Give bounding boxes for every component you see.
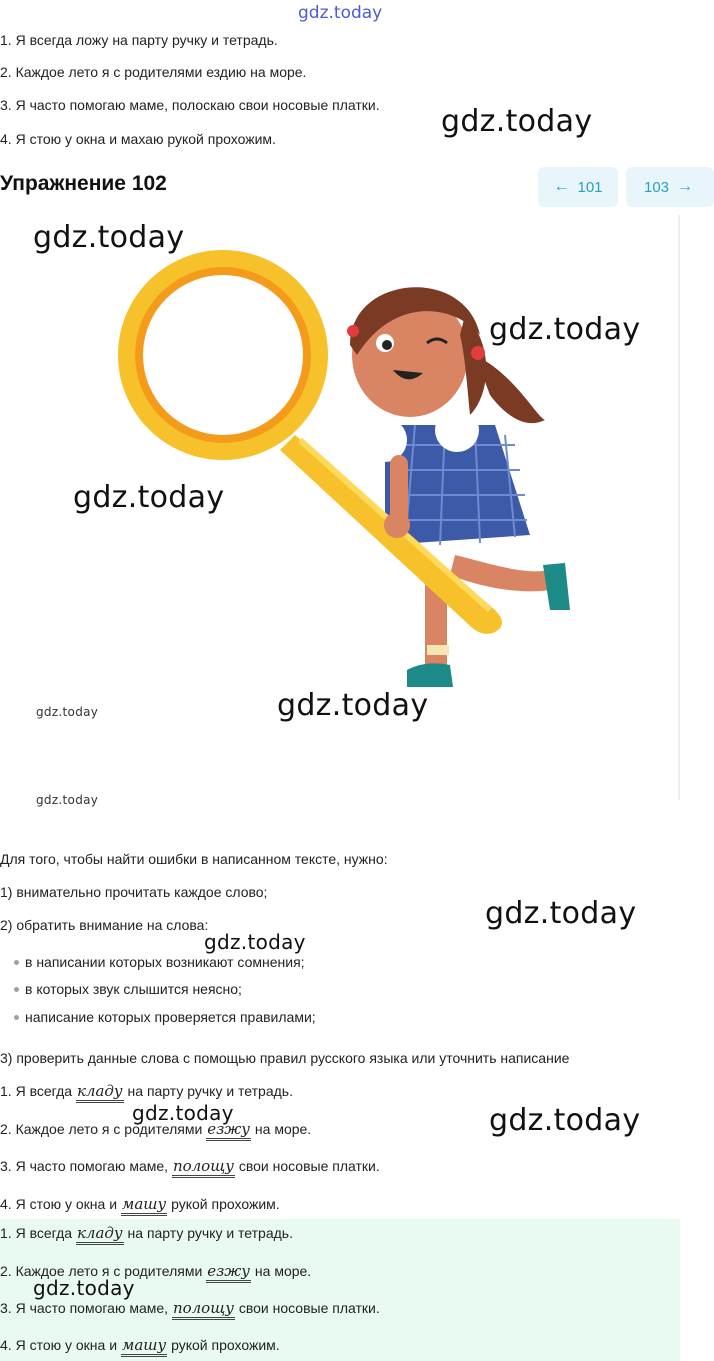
prev-exercise-button[interactable] bbox=[538, 167, 618, 207]
corrected-sentence bbox=[0, 1195, 280, 1213]
rules-intro: Для того, чтобы найти ошибки в написанном тексте, нужно: bbox=[0, 851, 388, 867]
corrected-word: кладу bbox=[76, 1082, 124, 1103]
sentence-text: на море. bbox=[251, 1263, 312, 1279]
sentence-text: 4. Я стою у окна и bbox=[0, 1337, 121, 1353]
next-exercise-label: 103 bbox=[644, 178, 670, 196]
rule-bullet: в написании которых возникают сомнения; bbox=[25, 954, 305, 970]
watermark: gdz.today bbox=[277, 688, 429, 723]
corrected-word: полощу bbox=[172, 1299, 235, 1320]
girl-with-magnifier-illustration bbox=[95, 225, 575, 705]
corrected-word: езжу bbox=[206, 1120, 251, 1141]
corrected-word: машу bbox=[121, 1195, 167, 1216]
sentence-text: рукой прохожим. bbox=[167, 1196, 280, 1212]
sentence-text: 1. Я всегда bbox=[0, 1083, 76, 1099]
answer-sentence bbox=[0, 1224, 293, 1242]
arrow-left-icon: ← bbox=[553, 178, 570, 195]
sentence-text: свои носовые платки. bbox=[234, 1300, 380, 1316]
sentence-text: свои носовые платки. bbox=[234, 1158, 380, 1174]
corrected-word: езжу bbox=[206, 1262, 251, 1283]
watermark: gdz.today bbox=[33, 220, 185, 255]
sentence-text: 3. Я часто помогаю маме, bbox=[0, 1300, 172, 1316]
list-item: 3. Я часто помогаю маме, полоскаю свои носовые платки. bbox=[0, 97, 380, 113]
watermark: gdz.today bbox=[33, 1276, 135, 1300]
sentence-text: на парту ручку и тетрадь. bbox=[123, 1083, 293, 1099]
watermark: gdz.today bbox=[36, 793, 99, 807]
sentence-text: 4. Я стою у окна и bbox=[0, 1196, 121, 1212]
sentence-text: 2. Каждое лето я с родителями bbox=[0, 1263, 207, 1279]
rules-step-2: 2) обратить внимание на слова: bbox=[0, 917, 209, 933]
rule-bullet: написание которых проверяется правилами; bbox=[25, 1009, 316, 1025]
sentence-text: 2. Каждое лето я с родителями bbox=[0, 1121, 207, 1137]
watermark: gdz.today bbox=[489, 312, 641, 347]
watermark: gdz.today bbox=[204, 930, 306, 954]
watermark: gdz.today bbox=[489, 1103, 641, 1138]
bullet-dot bbox=[14, 1015, 19, 1020]
bullet-dot bbox=[14, 960, 19, 965]
watermark: gdz.today bbox=[36, 705, 99, 719]
next-exercise-button[interactable] bbox=[626, 167, 714, 207]
exercise-title: Упражнение 102 bbox=[0, 172, 167, 195]
scrollbar[interactable] bbox=[678, 215, 680, 800]
sentence-text: 1. Я всегда bbox=[0, 1225, 76, 1241]
sentence-text: на парту ручку и тетрадь. bbox=[123, 1225, 293, 1241]
sentence-text: на море. bbox=[251, 1121, 312, 1137]
corrected-word: машу bbox=[121, 1336, 167, 1357]
sentence-text: 3. Я часто помогаю маме, bbox=[0, 1158, 172, 1174]
watermark: gdz.today bbox=[73, 480, 225, 515]
watermark: gdz.today bbox=[485, 896, 637, 931]
rules-step-1: 1) внимательно прочитать каждое слово; bbox=[0, 884, 268, 900]
corrected-word: полощу bbox=[172, 1157, 235, 1178]
corrected-word: кладу bbox=[76, 1224, 124, 1245]
watermark: gdz.today bbox=[441, 104, 593, 139]
answer-sentence bbox=[0, 1299, 380, 1317]
list-item: 2. Каждое лето я с родителями ездию на море. bbox=[0, 64, 307, 80]
rules-step-3: 3) проверить данные слова с помощью правил русского языка или уточнить написание bbox=[0, 1050, 570, 1066]
answer-sentence bbox=[0, 1336, 280, 1354]
rule-bullet: в которых звук слышится неясно; bbox=[25, 981, 242, 997]
list-item: 1. Я всегда ложу на парту ручку и тетрадь. bbox=[0, 32, 278, 48]
bullet-dot bbox=[14, 987, 19, 992]
prev-exercise-label: 101 bbox=[577, 178, 603, 196]
watermark: gdz.today bbox=[132, 1101, 234, 1125]
top-watermark: gdz.today bbox=[298, 3, 383, 23]
sentence-text: рукой прохожим. bbox=[167, 1337, 280, 1353]
corrected-sentence bbox=[0, 1157, 380, 1175]
arrow-right-icon: → bbox=[677, 178, 694, 195]
list-item: 4. Я стою у окна и махаю рукой прохожим. bbox=[0, 131, 276, 147]
corrected-sentence bbox=[0, 1082, 293, 1100]
